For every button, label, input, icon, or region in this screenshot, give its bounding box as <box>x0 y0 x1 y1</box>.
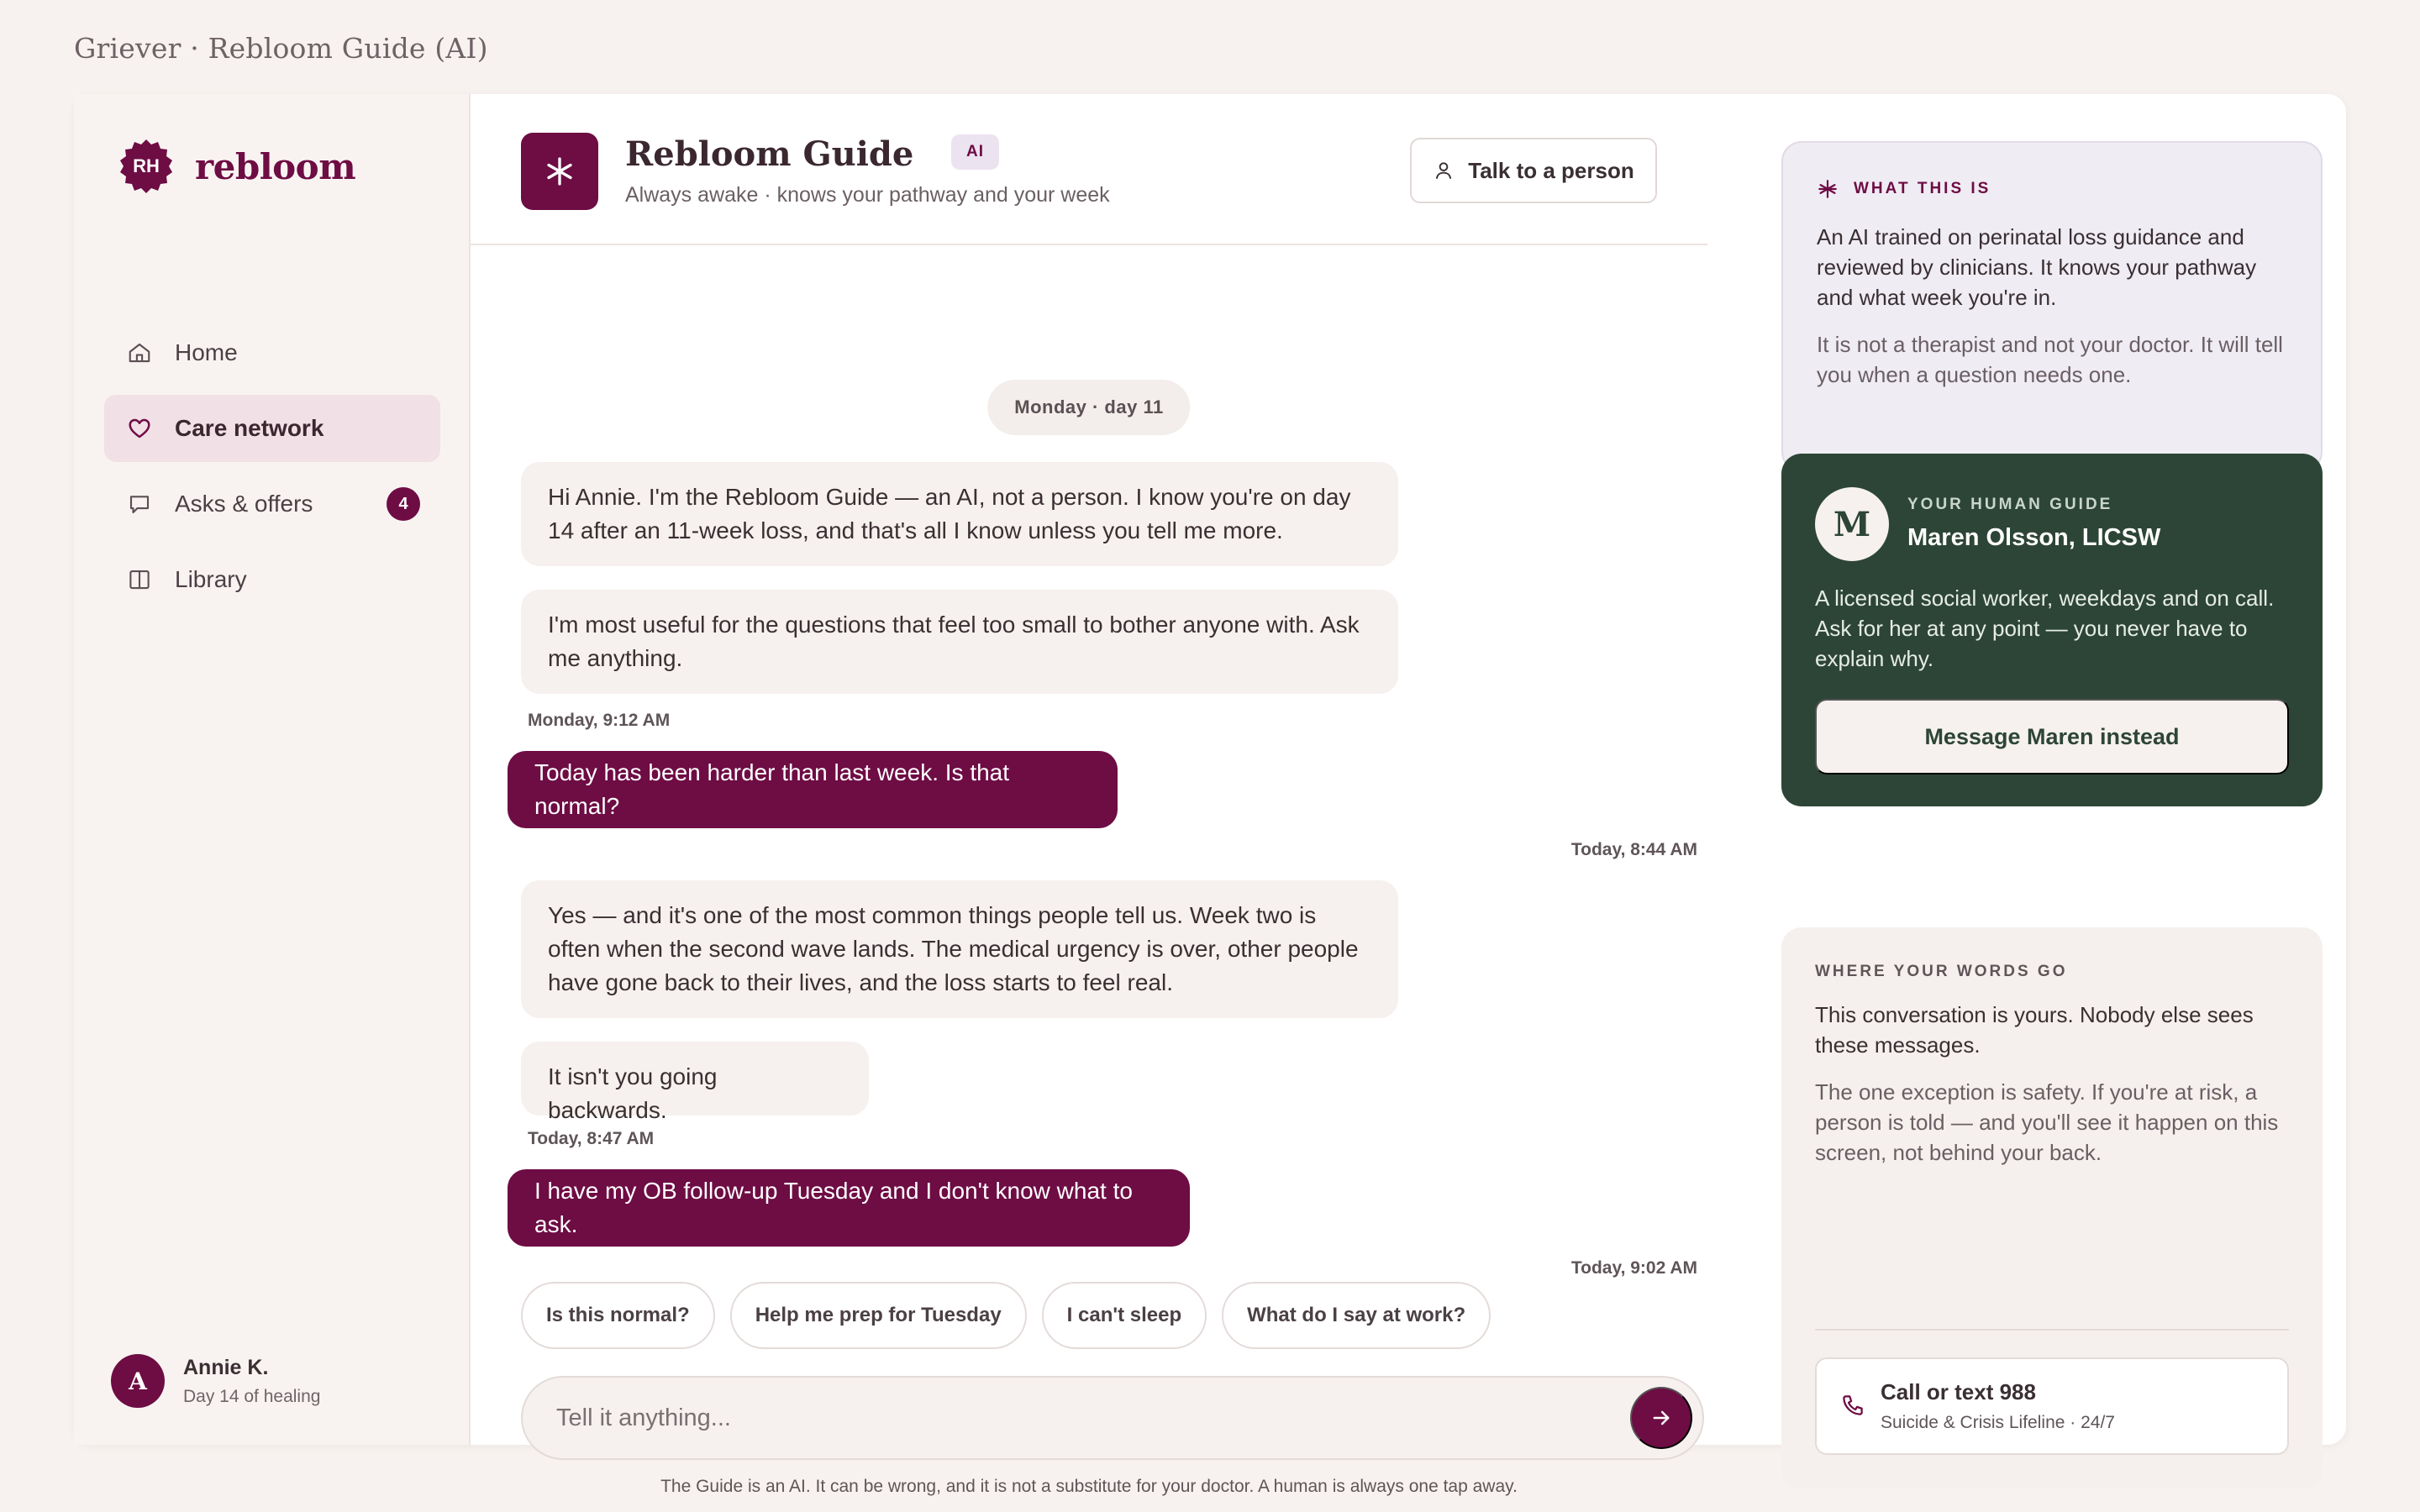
message-maren-button[interactable]: Message Maren instead <box>1815 699 2289 774</box>
brand[interactable] <box>118 138 355 195</box>
chat-icon <box>126 491 153 517</box>
suggestion-chip[interactable]: What do I say at work? <box>1222 1282 1491 1349</box>
what-this-is-text: An AI trained on perinatal loss guidance and reviewed by clinicians. It knows your pathway and what week you're in. <box>1817 224 2257 310</box>
human-guide-name: Maren Olsson, LICSW <box>1907 524 2161 551</box>
what-this-is-card <box>1781 141 2323 472</box>
crisis-line-button[interactable] <box>1815 1357 2289 1455</box>
message-timestamp: Today, 9:02 AM <box>1570 1258 1697 1278</box>
chat-panel <box>471 94 1707 1496</box>
arrow-right-icon <box>1649 1406 1673 1430</box>
human-guide-description: A licensed social worker, weekdays and on call. Ask for her at any point — you never have to explain why. <box>1815 585 2275 671</box>
window-title: Griever · Rebloom Guide (AI) <box>74 32 488 65</box>
what-this-is-heading <box>1817 178 1991 200</box>
user-profile[interactable] <box>111 1354 320 1408</box>
what-this-is-label: WHAT THIS IS <box>1854 180 1991 197</box>
avatar: M <box>1815 487 1889 561</box>
info-column <box>1707 94 2346 1445</box>
day-divider: Monday · day 11 <box>987 380 1190 435</box>
talk-label: Talk to a person <box>1468 157 1634 183</box>
suggestion-chips <box>521 1282 1506 1349</box>
brand-initials: RH <box>133 155 160 176</box>
sidebar-nav <box>104 319 440 622</box>
sidebar-item-label: Library <box>175 566 247 592</box>
brand-name: rebloom <box>195 145 356 187</box>
ai-message: It isn't you going backwards. <box>521 1042 869 1116</box>
book-icon <box>126 566 153 593</box>
count-badge: 4 <box>387 487 420 521</box>
divider <box>1815 1329 2289 1331</box>
privacy-text: This conversation is yours. Nobody else sees these messages. <box>1815 1002 2254 1058</box>
ai-disclaimer: The Guide is an AI. It can be wrong, and it is not a substitute for your doctor. A human is always one tap away. <box>660 1477 1518 1496</box>
user-status: Day 14 of healing <box>183 1386 321 1406</box>
sidebar-item-home[interactable] <box>104 319 440 386</box>
suggestion-chip[interactable]: I can't sleep <box>1042 1282 1207 1349</box>
human-guide-card <box>1781 454 2323 806</box>
what-this-is-note: It is not a therapist and not your doctor. It will tell you when a question needs one. <box>1817 332 2283 387</box>
person-icon <box>1433 160 1455 181</box>
asterisk-icon <box>543 155 576 188</box>
avatar: A <box>111 1354 165 1408</box>
asterisk-icon <box>1817 178 1839 200</box>
sidebar-item-label: Home <box>175 339 238 365</box>
sidebar-item-label: Asks & offers <box>175 491 313 517</box>
chat-header <box>471 94 1707 245</box>
sidebar-item-asks-offers[interactable] <box>104 470 440 538</box>
ai-message: I'm most useful for the questions that feel too small to bother anyone with. Ask me anything. <box>521 590 1398 694</box>
ai-message: Hi Annie. I'm the Rebloom Guide — an AI, not a person. I know you're on day 14 after an 11-week loss, and that's all I know unless you tell me more. <box>521 462 1398 566</box>
sidebar-item-library[interactable] <box>104 546 440 613</box>
page-title: Rebloom Guide <box>625 134 914 174</box>
guide-logo <box>521 133 598 210</box>
message-input[interactable] <box>556 1378 1581 1458</box>
app-window <box>74 94 2346 1496</box>
message-timestamp: Today, 8:44 AM <box>1570 840 1697 859</box>
human-guide-heading: YOUR HUMAN GUIDE <box>1907 496 2113 513</box>
user-message: I have my OB follow-up Tuesday and I don't know what to ask. <box>508 1169 1190 1247</box>
home-icon <box>126 339 153 366</box>
sidebar-item-label: Care network <box>175 415 324 441</box>
message-timestamp: Today, 8:47 AM <box>528 1129 655 1148</box>
phone-icon <box>1840 1393 1865 1418</box>
privacy-card <box>1781 927 2323 1488</box>
ai-message: Yes — and it's one of the most common things people tell us. Week two is often when the second wave lands. The medical urgency is over, other people have gone back to their lives, and the loss starts to feel real. <box>521 880 1398 1018</box>
crisis-title: Call or text 988 <box>1881 1379 2036 1404</box>
sidebar-item-care-network[interactable] <box>104 395 440 462</box>
user-name: Annie K. <box>183 1355 269 1379</box>
suggestion-chip[interactable]: Help me prep for Tuesday <box>730 1282 1027 1349</box>
composer <box>521 1376 1704 1460</box>
heart-icon <box>126 415 153 442</box>
brand-badge <box>118 138 175 195</box>
suggestion-chip[interactable]: Is this normal? <box>521 1282 715 1349</box>
send-button[interactable] <box>1630 1387 1692 1449</box>
privacy-heading: WHERE YOUR WORDS GO <box>1815 963 2068 980</box>
crisis-subtitle: Suicide & Crisis Lifeline · 24/7 <box>1881 1413 2115 1432</box>
guide-subtitle: Always awake · knows your pathway and your week <box>625 183 1110 207</box>
message-timestamp: Monday, 9:12 AM <box>528 711 671 730</box>
talk-to-person-button[interactable] <box>1410 138 1657 203</box>
ai-badge: AI <box>951 134 999 170</box>
sidebar <box>74 94 471 1445</box>
privacy-exception: The one exception is safety. If you're at risk, a person is told — and you'll see it happen on this screen, not behind your back. <box>1815 1079 2279 1165</box>
user-message: Today has been harder than last week. Is that normal? <box>508 751 1118 828</box>
